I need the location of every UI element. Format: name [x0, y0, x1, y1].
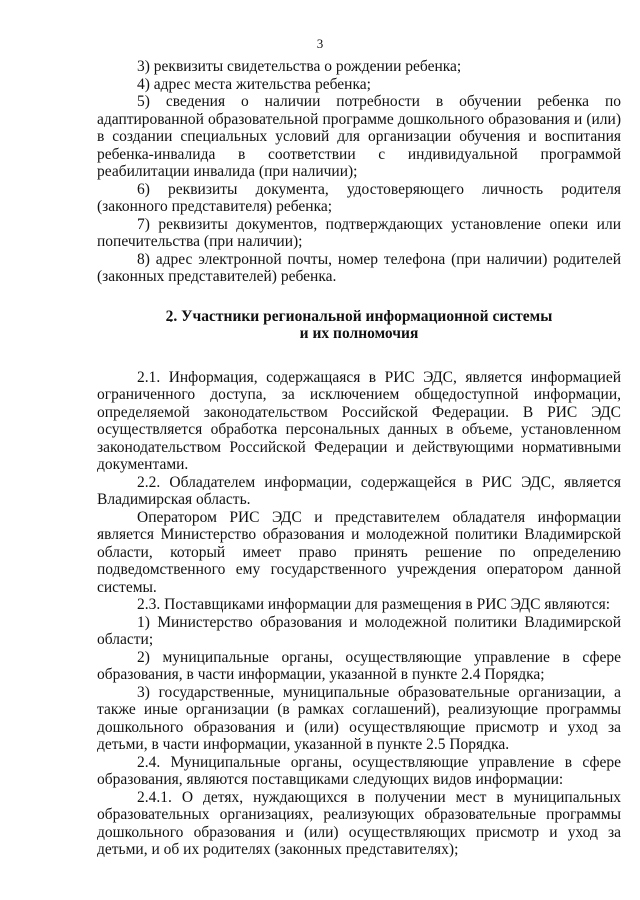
- list-item-7: 7) реквизиты документов, подтверждающих установление опеки или попечительства (при наличии);: [97, 215, 621, 250]
- paragraph-2-2: 2.2. Обладателем информации, содержащейся в РИС ЭДС, является Владимирская область.: [97, 473, 621, 508]
- paragraph-2-3-item-3: 3) государственные, муниципальные образовательные организации, а также иные организации (в рамках соглашений), реализующие программы дошкольного образования и (или) осуществляющие присмотр и уход за детьми, в части информации, указанной в пункте 2.5 Порядка.: [97, 683, 621, 753]
- paragraph-2-4-1: 2.4.1. О детях, нуждающихся в получении мест в муниципальных образовательных организациях, реализующих образовательные программы дошкольного образования и (или) осуществляющих присмотр и уход за детьми, и об их родителях (законных представителях);: [97, 788, 621, 858]
- list-item-4: 4) адрес места жительства ребенка;: [137, 75, 371, 93]
- list-item-5: 5) сведения о наличии потребности в обучении ребенка по адаптированной образовательной программе дошкольного образования и (или) в создании специальных условий для организации обучения и воспитания ребенка-инвалида в соответствии с индивидуальной программой реабилитации инвалида (при наличии);: [97, 93, 621, 180]
- paragraph-operator: Оператором РИС ЭДС и представителем обладателя информации является Министерство образования и молодежной политики Владимирской области, который имеет право принять решение по определению подведомственного ему государственного учреждения оператором данной системы.: [97, 508, 621, 596]
- paragraph-2-1: 2.1. Информация, содержащаяся в РИС ЭДС, является информацией ограниченного доступа, за исключением общедоступной информации, определяемой законодательством Российской Федерации. В РИС ЭДС осуществляется обработка персональных данных в объеме, установленном законодательством Российской Федерации и действующими нормативными документами.: [97, 368, 621, 473]
- paragraph-2-4: 2.4. Муниципальные органы, осуществляющие управление в сфере образования, являются поставщиками следующих видов информации:: [97, 753, 621, 788]
- list-item-6: 6) реквизиты документа, удостоверяющего личность родителя (законного представителя) ребенка;: [97, 180, 621, 215]
- section-heading: [97, 308, 621, 343]
- list-item-8: 8) адрес электронной почты, номер телефона (при наличии) родителей (законных представителей) ребенка.: [97, 250, 621, 285]
- section-heading-line-2: и их полномочия: [299, 325, 419, 342]
- paragraph-2-3-item-2: 2) муниципальные органы, осуществляющие управление в сфере образования, в части информации, указанной в пункте 2.4 Порядка;: [97, 648, 621, 683]
- section-heading-line-1: 2. Участники региональной информационной системы: [165, 307, 553, 325]
- list-item-3: 3) реквизиты свидетельства о рождении ребенка;: [137, 58, 462, 75]
- paragraph-2-3: 2.3. Поставщиками информации для размещения в РИС ЭДС являются:: [137, 596, 611, 613]
- document-body: [97, 58, 621, 859]
- page-number: 3: [316, 36, 324, 51]
- paragraph-2-3-item-1: 1) Министерство образования и молодежной политики Владимирской области;: [97, 613, 621, 648]
